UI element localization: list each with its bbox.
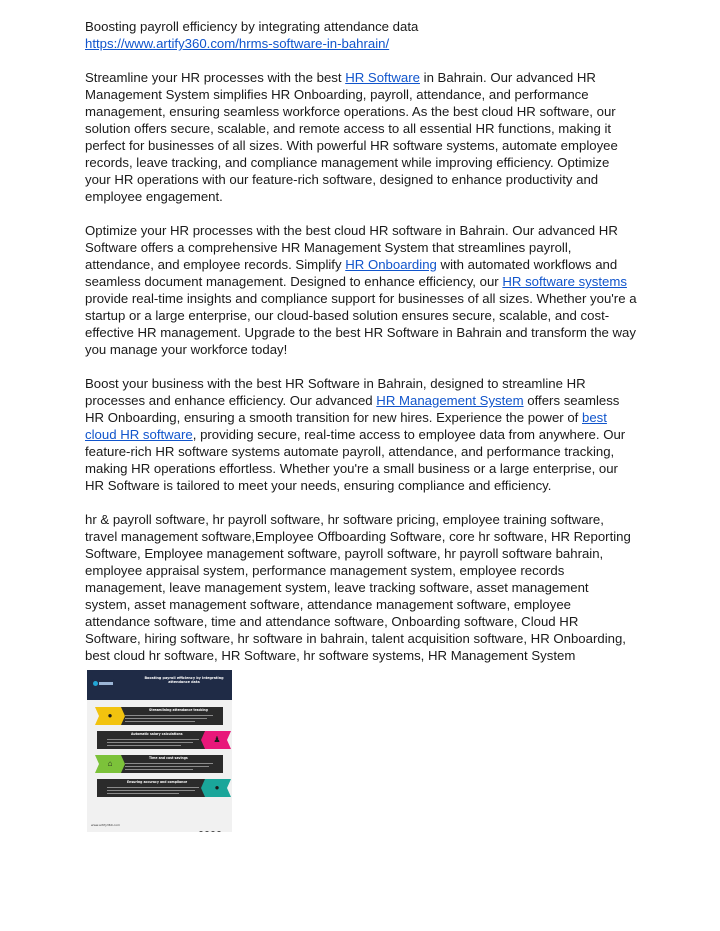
infographic-section-2 — [97, 731, 207, 749]
hr-onboarding-link[interactable]: HR Onboarding — [345, 257, 437, 272]
paragraph-1 — [85, 69, 637, 205]
youtube-icon — [217, 831, 221, 832]
hr-management-system-link[interactable]: HR Management System — [376, 393, 524, 408]
instagram-icon — [205, 831, 209, 832]
section-text-line — [107, 745, 181, 746]
section-text-line — [125, 715, 213, 716]
section-title: Automatic salary calculations — [131, 732, 183, 736]
facebook-icon — [199, 831, 203, 832]
source-url-link[interactable]: https://www.artify360.com/hrms-software-in-bahrain/ — [85, 36, 390, 51]
infographic-section-4 — [97, 779, 207, 797]
infographic-section-1 — [115, 707, 223, 725]
paragraph-text: provide real-time insights and compliance support for businesses of all sizes. Whether you're a startup or a large enterprise, our cloud-based solution ensures secure, scalable, and cost-effective HR management. Upgrade to the best HR Software in Bahrain and transform the way you manage your workforce today! — [85, 291, 637, 357]
paragraph-text: offers seamless HR Onboarding, ensuring a smooth transition for new hires. Experience the power of — [85, 393, 620, 425]
section-text-line — [107, 790, 195, 791]
logo-mark-icon — [93, 681, 98, 686]
people-icon: ♟ — [213, 735, 221, 744]
social-icons — [199, 822, 229, 827]
infographic-title: Boosting payroll efficiency by integrating attendance data — [144, 676, 224, 685]
section-text-line — [125, 769, 193, 770]
paragraph-text: in Bahrain. Our advanced HR Management System simplifies HR Onboarding, payroll, attendance, and performance management, ensuring seamless workforce operations. As the best cloud HR software, our solution offers secure, scalable, and remote access to all essential HR functions, making it perfect for businesses of all sizes. With powerful HR software systems, automate employee records, leave tracking, and compliance management while improving efficiency. Optimize your HR operations with our feature-rich software, designed to enhance productivity and employee engagement. — [85, 70, 618, 204]
document-body — [85, 18, 637, 664]
section-text-line — [107, 787, 199, 788]
section-text-line — [125, 763, 213, 764]
best-cloud-hr-software-link[interactable]: best cloud HR software — [85, 410, 607, 442]
section-text-line — [107, 793, 179, 794]
section-title: Time and cost savings — [149, 756, 188, 760]
paragraph-text: Streamline your HR processes with the best — [85, 70, 346, 85]
document-title: Boosting payroll efficiency by integrating attendance data — [85, 19, 419, 34]
paragraph-text: Optimize your HR processes with the best cloud HR software in Bahrain. Our advanced HR Software offers a comprehensive HR Management System that streamlines payroll, attendance, and employee records. Simplify — [85, 223, 618, 272]
section-title: Ensuring accuracy and compliance — [127, 780, 188, 784]
infographic-header — [87, 670, 232, 700]
section-text-line — [125, 718, 207, 719]
paragraph-2 — [85, 222, 637, 358]
section-text-line — [107, 739, 199, 740]
infographic-image — [87, 670, 232, 832]
twitter-icon — [211, 831, 215, 832]
paragraph-3 — [85, 375, 637, 494]
infographic-footer-url: www.artify360.com — [91, 823, 120, 827]
keywords-paragraph: hr & payroll software, hr payroll software, hr software pricing, employee training software, travel management software,Employee Offboarding Software, core hr software, HR Reporting Software, Employee management software, payroll software, hr payroll software bahrain, employee appraisal system, performance management system, employee records management, leave management system, leave tracking software, asset management system, asset management software, attendance management software, employee attendance software, time and attendance software, Onboarding software, Cloud HR Software, hiring software, hr software in bahrain, talent acquisition software, HR Onboarding, best cloud hr software, HR Software, hr software systems, HR Management System — [85, 512, 631, 663]
section-text-line — [125, 766, 209, 767]
lightbulb-icon: ● — [107, 711, 113, 720]
paragraph-text: with automated workflows and seamless document management. Designed to enhance efficiency, our — [85, 257, 618, 289]
paragraph-text: , providing secure, real-time access to employee data from anywhere. Our feature-rich HR software systems automate payroll, attendance, and performance tracking, making HR operations effortless. Whether you're a small business or a large enterprise, our HR Software is tailored to meet your needs, ensuring compliance and efficiency. — [85, 427, 626, 493]
hr-software-systems-link[interactable]: HR software systems — [502, 274, 627, 289]
section-text-line — [107, 742, 193, 743]
paragraph-text: Boost your business with the best HR Software in Bahrain, designed to streamline HR processes and enhance efficiency. Our advanced — [85, 376, 586, 408]
logo-wordmark — [99, 682, 113, 685]
hr-software-link[interactable]: HR Software — [345, 70, 420, 85]
chat-icon: ● — [214, 783, 220, 792]
section-title: Streamlining attendance tracking — [149, 708, 208, 712]
infographic-section-3 — [115, 755, 223, 773]
section-text-line — [125, 721, 195, 722]
home-icon: ⌂ — [107, 759, 113, 768]
